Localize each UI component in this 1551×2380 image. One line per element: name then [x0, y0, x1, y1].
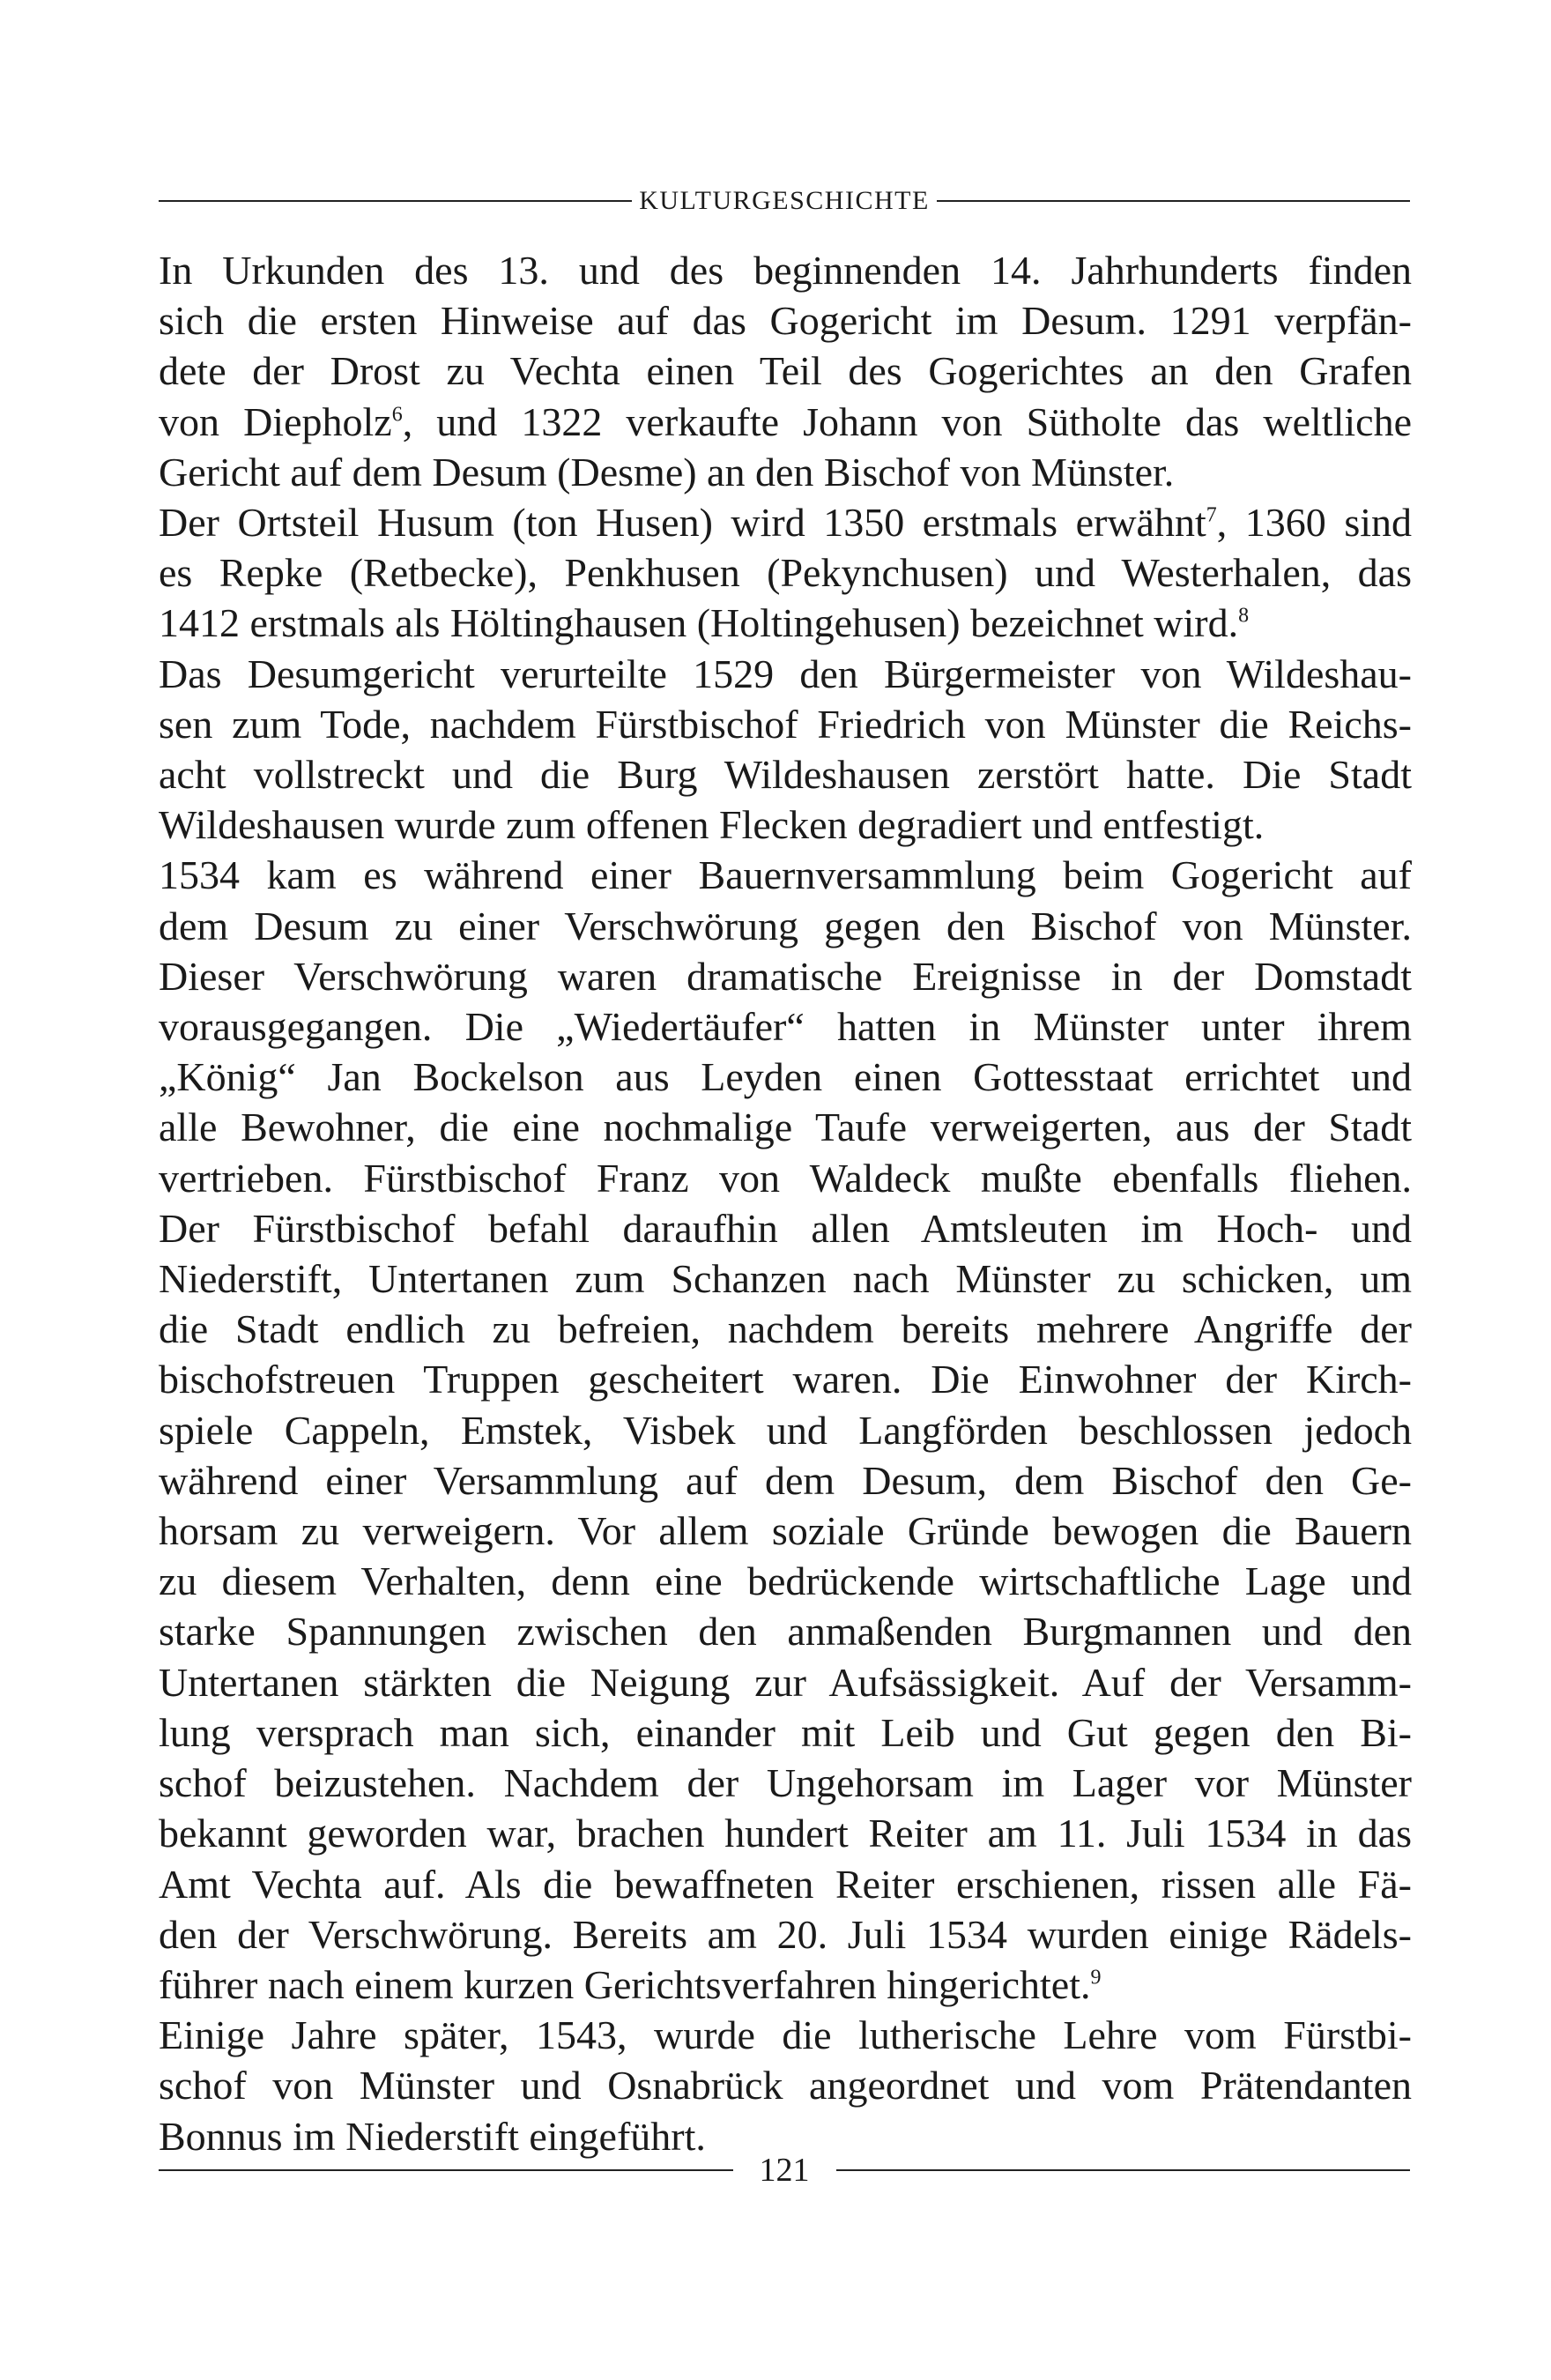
- paragraph: [159, 649, 1412, 851]
- text-line: Der Fürstbischof befahl daraufhin allen Amtsleuten im Hoch- und: [159, 1205, 1412, 1251]
- paragraph: [159, 2010, 1412, 2161]
- text-line: Amt Vechta auf. Als die bewaffneten Reiter erschienen, rissen alle Fä-: [159, 1861, 1412, 1907]
- text-line: [159, 1960, 1412, 2010]
- text-line: Wildeshausen wurde zum offenen Flecken degradiert und entfestigt.: [159, 802, 1265, 848]
- text-line: Dieser Verschwörung waren dramatische Ereignisse in der Domstadt: [159, 953, 1412, 999]
- text-line: während einer Versammlung auf dem Desum, dem Bischof den Ge-: [159, 1457, 1412, 1503]
- text-line: Niederstift, Untertanen zum Schanzen nach Münster zu schicken, um: [159, 1256, 1412, 1302]
- line-text: von Diepholz: [159, 398, 392, 444]
- text-line: den der Verschwörung. Bereits am 20. Juli 1534 wurden einige Rädels-: [159, 1911, 1412, 1957]
- text-line: lung versprach man sich, einander mit Leib und Gut gegen den Bi-: [159, 1709, 1412, 1755]
- paragraph: [159, 497, 1412, 649]
- footer-rule-left: [159, 2169, 733, 2171]
- line-text: , 1360 sind: [1216, 500, 1412, 546]
- paragraph: [159, 245, 1412, 497]
- page-number: 121: [759, 2152, 810, 2189]
- text-line: vertrieben. Fürstbischof Franz von Waldeck mußte ebenfalls fliehen.: [159, 1155, 1412, 1201]
- paragraph: [159, 850, 1412, 2010]
- text-line: horsam zu verweigern. Vor allem soziale Gründe bewogen die Bauern: [159, 1508, 1412, 1554]
- footnote-marker: 8: [1238, 605, 1250, 628]
- text-line: bekannt geworden war, brachen hundert Reiter am 11. Juli 1534 in das: [159, 1811, 1412, 1856]
- text-line: schof von Münster und Osnabrück angeordnet und vom Prätendanten: [159, 2063, 1412, 2109]
- text-line: Einige Jahre später, 1543, wurde die lutherische Lehre vom Fürstbi-: [159, 2012, 1412, 2058]
- text-line: es Repke (Retbecke), Penkhusen (Pekynchusen) und Westerhalen, das: [159, 550, 1412, 596]
- text-line: schof beizustehen. Nachdem der Ungehorsam im Lager vor Münster: [159, 1760, 1412, 1806]
- text-line: Untertanen stärkten die Neigung zur Aufsässigkeit. Auf der Versamm-: [159, 1659, 1412, 1705]
- text-line: starke Spannungen zwischen den anmaßenden Burgmannen und den: [159, 1609, 1412, 1655]
- text-line: die Stadt endlich zu befreien, nachdem bereits mehrere Angriffe der: [159, 1306, 1412, 1352]
- text-line: In Urkunden des 13. und des beginnenden 14. Jahrhunderts finden: [159, 248, 1412, 293]
- text-line: alle Bewohner, die eine nochmalige Taufe verweigerten, aus der Stadt: [159, 1104, 1412, 1150]
- line-text: Der Ortsteil Husum (ton Husen) wird 1350 erstmals erwähnt: [159, 500, 1206, 546]
- header-rule-left: [159, 200, 632, 202]
- line-text: 1412 erstmals als Höltinghausen (Holtingehusen) bezeichnet wird.: [159, 600, 1239, 646]
- text-line: Das Desumgericht verurteilte 1529 den Bürgermeister von Wildeshau-: [159, 651, 1412, 696]
- footnote-marker: 7: [1206, 503, 1217, 527]
- text-line: „König“ Jan Bockelson aus Leyden einen Gottesstaat errichtet und: [159, 1054, 1412, 1100]
- running-header-title: KULTURGESCHICHTE: [639, 186, 930, 215]
- text-line: Bonnus im Niederstift eingeführt.: [159, 2113, 706, 2159]
- footnote-marker: 9: [1090, 1966, 1102, 1990]
- text-line: bischofstreuen Truppen gescheitert waren. Die Einwohner der Kirch-: [159, 1357, 1412, 1402]
- text-line: [159, 598, 1412, 648]
- text-line: zu diesem Verhalten, denn eine bedrückende wirtschaftliche Lage und: [159, 1558, 1412, 1604]
- text-line: [159, 497, 1412, 547]
- line-text: , und 1322 verkaufte Johann von Sütholte das weltliche: [402, 398, 1412, 444]
- text-line: spiele Cappeln, Emstek, Visbek und Langförden beschlossen jedoch: [159, 1407, 1412, 1453]
- footnote-marker: 6: [391, 403, 403, 427]
- text-line: Gericht auf dem Desum (Desme) an den Bischof von Münster.: [159, 449, 1175, 495]
- body-text: [159, 245, 1412, 2161]
- footer-rule-right: [836, 2169, 1411, 2171]
- text-line: acht vollstreckt und die Burg Wildeshausen zerstört hatte. Die Stadt: [159, 752, 1412, 798]
- text-line: vorausgegangen. Die „Wiedertäufer“ hatten in Münster unter ihrem: [159, 1004, 1412, 1050]
- text-line: 1534 kam es während einer Bauernversammlung beim Gogericht auf: [159, 852, 1412, 898]
- text-line: [159, 397, 1412, 447]
- text-line: sich die ersten Hinweise auf das Gogericht im Desum. 1291 verpfän-: [159, 298, 1412, 344]
- line-text: führer nach einem kurzen Gerichtsverfahren hingerichtet.: [159, 1961, 1091, 2007]
- running-header: [159, 180, 1410, 222]
- page-footer: [159, 2144, 1410, 2197]
- text-line: dete der Drost zu Vechta einen Teil des Gogerichtes an den Grafen: [159, 348, 1412, 394]
- text-line: dem Desum zu einer Verschwörung gegen den Bischof von Münster.: [159, 903, 1412, 948]
- text-line: sen zum Tode, nachdem Fürstbischof Friedrich von Münster die Reichs-: [159, 701, 1412, 747]
- header-rule-right: [937, 200, 1410, 202]
